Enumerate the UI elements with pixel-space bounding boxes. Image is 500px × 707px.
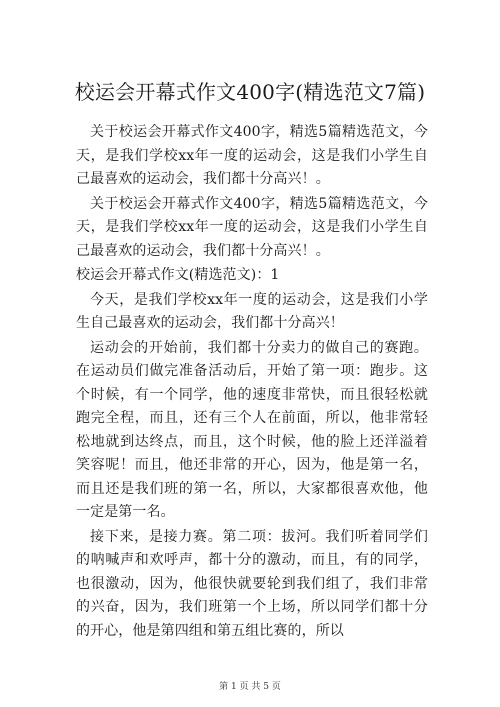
paragraph-intro-1: 关于校运会开幕式作文400字，精选5篇精选范文，今天，是我们学校xx年一度的运动会，这是我们小学生自己最喜欢的运动会，我们都十分高兴！。 [76, 124, 428, 187]
paragraph-race: 运动会的开始前，我们都十分卖力的做自己的赛跑。在运动员们做完准备活动后，开始了第一项：跑步。这个时候，有一个同学，他的速度非常快，而且很轻松就跑完全程，而且，还有三个人在前面，所以，他非常轻松地就到达终点，而且，这个时候，他的脸上还洋溢着笑容呢！而且，他还非常的开心，因为，他是第一名，而且还是我们班的第一名，所以，大家都很喜欢他，他一定是第一名。 [76, 339, 428, 520]
paragraph-opening: 今天，是我们学校xx年一度的运动会，这是我们小学生自己最喜欢的运动会，我们都十分高兴！ [76, 291, 428, 331]
paragraph-relay: 接下来，是接力赛。第二项：拔河。我们听着同学们的呐喊声和欢呼声，都十分的激动，而且，有的同学，也很激动，因为，他很快就要轮到我们组了，我们非常的兴奋，因为，我们班第一个上场，所以同学们都十分的开心，他是第四组和第五组比赛的，所以 [76, 528, 428, 639]
section-heading: 校运会开幕式作文(精选范文)：1 [76, 267, 280, 283]
document-title: 校运会开幕式作文400字(精选范文7篇) [74, 80, 426, 104]
page-number-footer: 第 1 页 共 5 页 [219, 682, 281, 692]
document-body [76, 121, 428, 643]
paragraph-intro-2: 关于校运会开幕式作文400字，精选5篇精选范文，今天，是我们学校xx年一度的运动会，这是我们小学生自己最喜欢的运动会，我们都十分高兴！。 [76, 195, 428, 259]
